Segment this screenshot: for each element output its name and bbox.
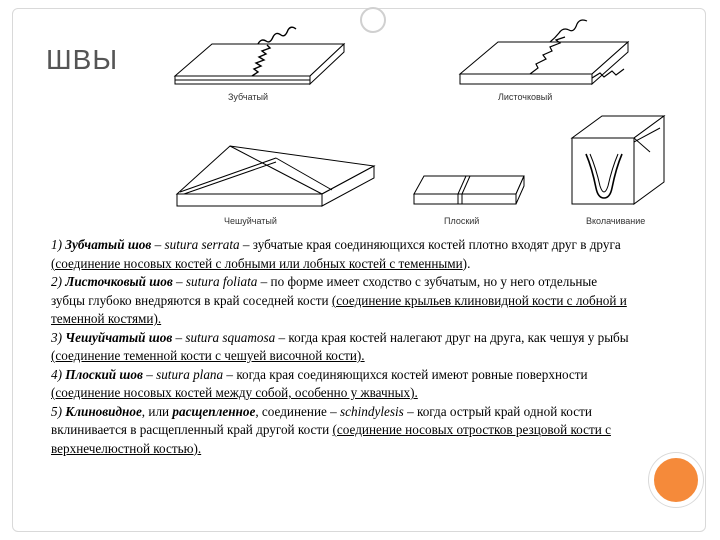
example: (соединение теменной кости с чешуей височной кости). — [51, 348, 365, 363]
dash: – — [172, 329, 186, 345]
caption-squamosa: Чешуйчатый — [224, 216, 277, 226]
suture-name: Плоский шов — [65, 366, 143, 382]
item-number: 1) — [51, 237, 62, 252]
item-number: 5) — [51, 403, 62, 419]
suture-name: Чешуйчатый шов — [65, 329, 173, 345]
example: (соединение носовых костей между собой, особенно у жвачных). — [51, 385, 418, 400]
latin-name: sutura foliata — [185, 274, 258, 289]
suture-name: Листочковый шов — [65, 274, 173, 289]
latin-name: sutura plana — [156, 366, 224, 382]
item-number: 2) — [51, 274, 62, 289]
suture-item-3 — [51, 329, 631, 366]
item-number: 3) — [51, 329, 62, 345]
latin-name: sutura squamosa — [185, 329, 276, 345]
item-number: 4) — [51, 366, 62, 382]
tail: ). — [462, 255, 471, 271]
dash: , или — [141, 403, 173, 419]
description: – по форме имеет сходство с зубчатым, но у него отдельные зубцы глубоко внедряются в край соседней кости — [51, 274, 598, 308]
decorative-circle — [360, 7, 386, 33]
example: (соединение крыльев клиновидной кости с лобной и теменной костями). — [51, 292, 627, 326]
dash: – — [151, 237, 165, 252]
suture-descriptions — [51, 236, 631, 458]
dash: – — [172, 274, 186, 289]
suture-item-2 — [51, 273, 631, 329]
latin-name: sutura serrata — [164, 237, 240, 252]
description: – зубчатые края соединяющихся костей плотно входят друг в друга — [239, 237, 621, 252]
serrata-suture-figure — [160, 4, 350, 90]
caption-foliata: Листочковый — [498, 92, 553, 102]
description: – когда острый край одной кости вклинивается в расщепленный край другой кости — [51, 403, 592, 437]
dash: – — [142, 366, 157, 382]
suture-name-alt: расщепленное — [172, 403, 256, 419]
suture-item-1 — [51, 236, 631, 273]
latin-name: schindylesis — [340, 403, 404, 419]
description: – когда края соединяющихся костей имеют ровные поверхности — [223, 366, 588, 382]
description: – когда края костей налегают друг на друга, как чешуя у рыбы — [275, 329, 629, 345]
suture-item-4 — [51, 366, 631, 403]
caption-serrata: Зубчатый — [228, 92, 269, 102]
suture-name: Клиновидное — [65, 403, 142, 419]
slide-title: ШВЫ — [46, 44, 119, 75]
example: (соединение носовых костей с лобными или лобных костей с теменными — [51, 255, 463, 271]
example: (соединение носовых отростков резцовой кости с верхнечелюстной костью). — [51, 422, 611, 456]
plana-suture-figure — [408, 158, 528, 214]
orange-circle-decoration — [649, 453, 703, 507]
connector: , соединение – — [255, 403, 341, 419]
suture-item-5 — [51, 403, 631, 459]
foliata-suture-figure — [450, 4, 660, 90]
caption-schindylesis: Вколачивание — [586, 216, 646, 226]
suture-name: Зубчатый шов — [65, 237, 152, 252]
squamosa-suture-figure — [172, 138, 402, 214]
schindylesis-figure — [560, 108, 670, 214]
caption-plana: Плоский — [444, 216, 480, 226]
